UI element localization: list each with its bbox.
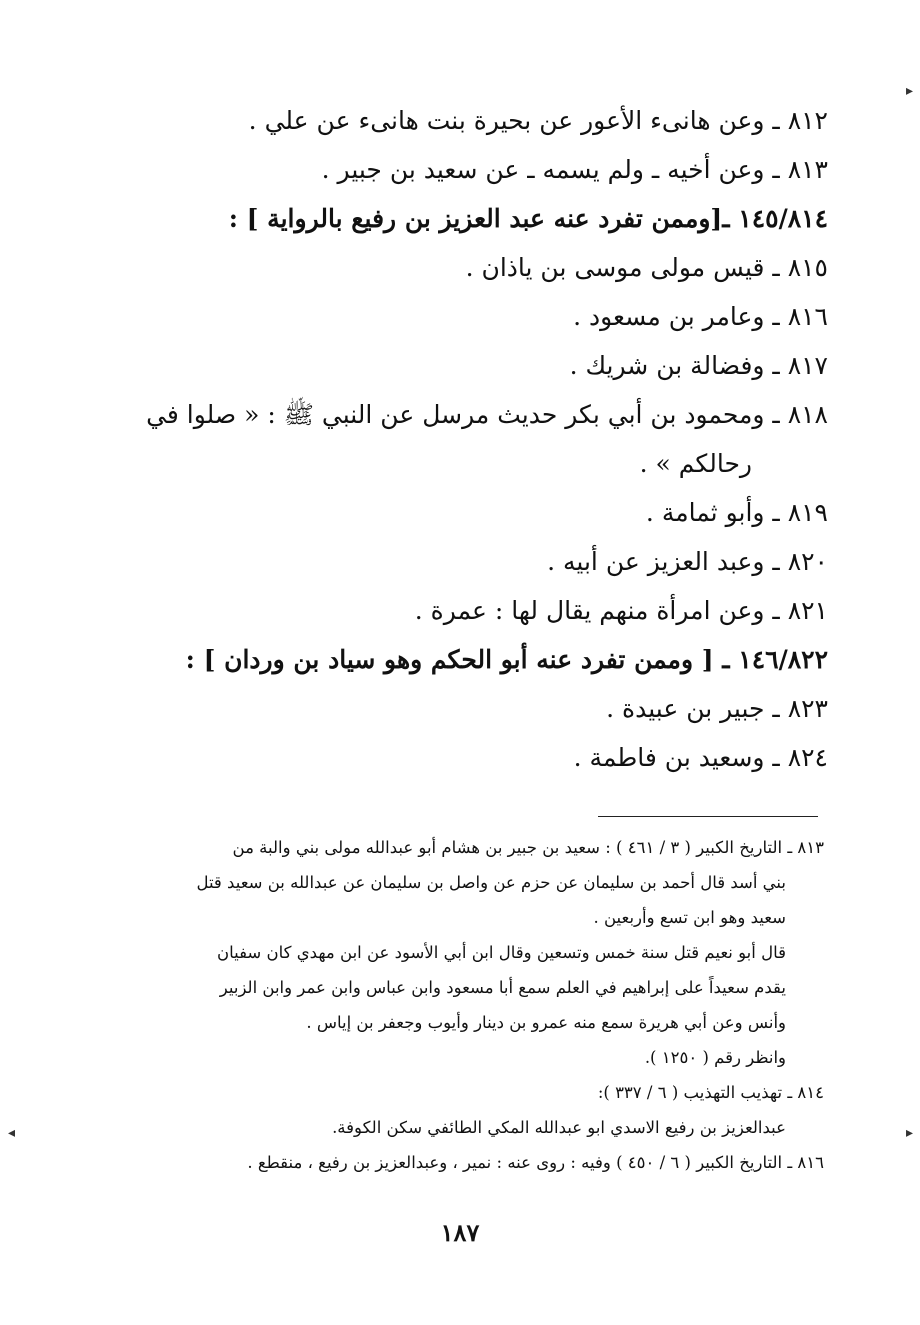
entry-824: ٨٢٤ ـ وسعيد بن فاطمة . xyxy=(573,743,828,772)
entry-820: ٨٢٠ ـ وعبد العزيز عن أبيه . xyxy=(547,547,828,576)
scan-mark: ▸ xyxy=(906,83,914,99)
entry-815: ٨١٥ ـ قيس مولى موسى بن ياذان . xyxy=(465,253,828,282)
section-heading-145: ١٤٥/٨١٤ ـ[وممن تفرد عنه عبد العزيز بن رفيع بالرواية ] : xyxy=(228,204,828,233)
entry-818-continuation: رحالكم » . xyxy=(639,449,752,478)
entry-823: ٨٢٣ ـ جبير بن عبيدة . xyxy=(606,694,828,723)
footnotes xyxy=(134,830,824,1180)
scan-mark: ▸ xyxy=(906,1125,914,1141)
scan-mark: ◂ xyxy=(8,1125,16,1141)
footnote-813-line-4: قال أبو نعيم قتل سنة خمس وتسعين وقال ابن أبي الأسود عن ابن مهدي كان سفيان xyxy=(216,943,786,962)
footnote-separator xyxy=(598,816,818,817)
entry-818: ٨١٨ ـ ومحمود بن أبي بكر حديث مرسل عن النبي ﷺ : « صلوا في xyxy=(146,400,828,429)
footnote-816-line-1: ٨١٦ ـ التاريخ الكبير ( ٦ / ٤٥٠ ) وفيه : روى عنه : نمير ، وعبدالعزيز بن رفيع ، منقطع . xyxy=(247,1153,824,1172)
entry-813: ٨١٣ ـ وعن أخيه ـ ولم يسمه ـ عن سعيد بن جبير . xyxy=(321,155,828,184)
footnote-813-line-1: ٨١٣ ـ التاريخ الكبير ( ٣ / ٤٦١ ) : سعيد بن جبير بن هشام أبو عبدالله مولى بني والبة من xyxy=(232,838,824,857)
footnote-813-line-6: وأنس وعن أبي هريرة سمع منه عمرو بن دينار وأيوب وجعفر بن إياس . xyxy=(306,1013,786,1032)
entry-819: ٨١٩ ـ وأبو ثمامة . xyxy=(645,498,828,527)
footnote-814-line-2: عبدالعزيز بن رفيع الاسدي ابو عبدالله المكي الطائفي سكن الكوفة. xyxy=(332,1118,786,1137)
footnote-813-line-5: يقدم سعيداً على إبراهيم في العلم سمع أبا مسعود وابن عباس وابن عمر وابن الزبير xyxy=(219,978,786,997)
entry-821: ٨٢١ ـ وعن امرأة منهم يقال لها : عمرة . xyxy=(414,596,828,625)
footnote-813-line-3: سعيد وهو ابن تسع وأربعين . xyxy=(593,908,786,927)
entry-816: ٨١٦ ـ وعامر بن مسعود . xyxy=(573,302,828,331)
section-heading-146: ١٤٦/٨٢٢ ـ [ وممن تفرد عنه أبو الحكم وهو سياد بن وردان ] : xyxy=(185,645,828,674)
footnote-813-line-2: بني أسد قال أحمد بن سليمان عن حزم عن واصل بن سليمان عن عبدالله بن سعيد قتل xyxy=(196,873,786,892)
page-number: ١٨٧ xyxy=(440,1218,480,1247)
main-text xyxy=(108,96,828,782)
entry-812: ٨١٢ ـ وعن هانىء الأعور عن بحيرة بنت هانىء عن علي . xyxy=(248,106,828,135)
entry-817: ٨١٧ ـ وفضالة بن شريك . xyxy=(569,351,828,380)
footnote-814-line-1: ٨١٤ ـ تهذيب التهذيب ( ٦ / ٣٣٧ ): xyxy=(597,1083,824,1102)
footnote-813-line-7: وانظر رقم ( ١٢٥٠ ). xyxy=(644,1048,786,1067)
